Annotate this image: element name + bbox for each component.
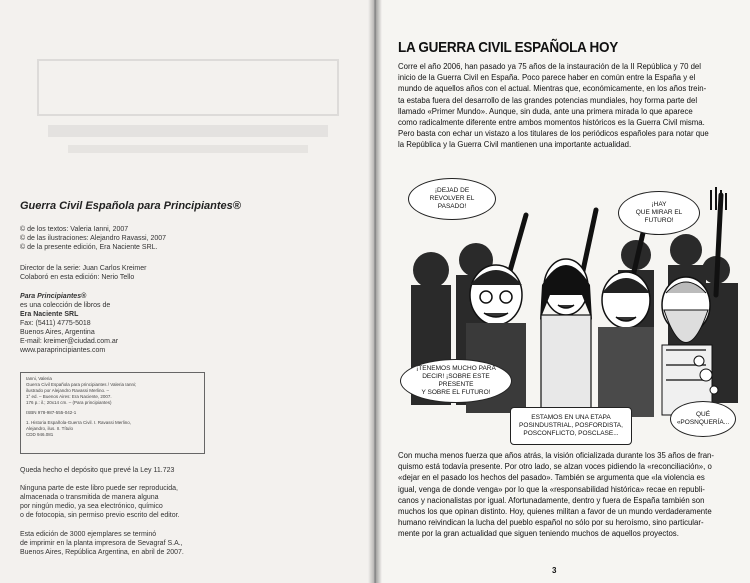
publisher-fax: Fax: (5411) 4775-5018 bbox=[20, 320, 91, 327]
rights-line: o de fotocopia, sin permiso previo escrito del editor. bbox=[20, 512, 180, 519]
rights-line: por ningún medio, ya sea electrónico, químico bbox=[20, 503, 163, 510]
text-line: mente por la gran actualidad que siguen teniendo muchos de aquellos proyectos. bbox=[398, 529, 679, 539]
second-paragraph bbox=[398, 450, 728, 540]
text-line: la República y la Guerra Civil mantienen una importante actualidad. bbox=[398, 140, 632, 150]
cip-line: Ianni, Valeria bbox=[26, 376, 52, 381]
publisher-line: es una colección de libros de bbox=[20, 302, 111, 309]
crowd-cartoon bbox=[386, 175, 738, 447]
text-line: Con mucha menos fuerza que años atrás, la visión oficializada durante los 35 años de fran- bbox=[398, 451, 714, 460]
bubble-text: ¡HAY bbox=[651, 201, 667, 208]
cip-line: 1° ed. – Buenos Aires: Era Naciente, 2007. bbox=[26, 394, 112, 399]
bubble-text: DECIR! ¡SOBRE ESTE PRESENTE bbox=[422, 373, 490, 388]
bubble-text: POSINDUSTRIAL, POSFORDISTA, bbox=[519, 422, 623, 429]
bubble-text: ¡TENEMOS MUCHO PARA bbox=[416, 365, 496, 372]
text-line: igual, venga de donde venga» por lo que la «responsabilidad histórica» recae en republi- bbox=[398, 484, 705, 494]
staff-line: Director de la serie: Juan Carlos Kreimer bbox=[20, 265, 147, 272]
legal-deposit: Queda hecho el depósito que prevé la Ley 11.723 bbox=[20, 467, 175, 474]
intro-paragraph bbox=[398, 61, 728, 151]
cip-line: Alejandro, ilus. II. Título bbox=[26, 426, 73, 431]
book-gutter bbox=[368, 0, 382, 583]
publisher-name: Era Naciente SRL bbox=[20, 311, 79, 318]
bubble-text: POSCONFLICTO, POSCLASE... bbox=[523, 430, 619, 437]
publisher-city: Buenos Aires, Argentina bbox=[20, 329, 95, 336]
text-line: llamado «Primer Mundo». Aunque, sin duda, ante una primera mirada lo que aparece bbox=[398, 106, 693, 116]
printing-block bbox=[20, 530, 184, 557]
text-line: quismo está todavía presente. Por otro lado, se alzan voces pidiendo la «reconciliación», o bbox=[398, 462, 712, 472]
text-line: canos y nacionalistas por igual. Afortunadamente, dentro y fuera de España también son bbox=[398, 495, 705, 505]
publisher-block bbox=[20, 292, 118, 355]
show-through-ghost bbox=[18, 55, 348, 165]
bubble-text: REVOLVER EL bbox=[429, 195, 475, 202]
text-line: ta estaba fuera del desarrollo de las grandes potencias mundiales, hoy forma parte del bbox=[398, 95, 698, 105]
publisher-email: E-mail: kreimer@ciudad.com.ar bbox=[20, 338, 119, 345]
text-line: muchos los que opinan distinto. Hoy, quienes militan a favor de un mundo verdaderamente bbox=[398, 507, 712, 517]
bubble-text: Y SOBRE EL FUTURO! bbox=[421, 389, 491, 396]
cip-line: 176 p.: il.; 20x14 cm. – (Para principiantes) bbox=[26, 400, 112, 405]
bubble-text: ESTAMOS EN UNA ETAPA bbox=[531, 414, 611, 421]
bubble-text: PASADO! bbox=[437, 203, 467, 210]
speech-bubble-present bbox=[400, 359, 512, 403]
text-line: como radicalmente diferente entre ambos momentos históricos es la Guerra Civil misma. bbox=[398, 118, 705, 128]
text-line: inicio de la Guerra Civil en España. Poco parece haber en común entre la España y el bbox=[398, 73, 696, 83]
left-page bbox=[0, 0, 374, 583]
publisher-web: www.paraprincipiantes.com bbox=[20, 347, 106, 354]
credit-line: © de las ilustraciones: Alejandro Ravassi, 2007 bbox=[20, 235, 167, 242]
series-name: Para Principiantes® bbox=[20, 293, 87, 300]
speech-bubble-posnqueria bbox=[670, 401, 736, 437]
rights-line: almacenada o transmitida de manera alguna bbox=[20, 494, 159, 501]
rights-line: Ninguna parte de este libro puede ser reproducida, bbox=[20, 485, 178, 492]
staff-block bbox=[20, 264, 146, 282]
rights-block bbox=[20, 484, 180, 520]
cip-line: 1. Historia Española-Guerra Civil. I. Ravassi Merlino, bbox=[26, 420, 132, 425]
bubble-text: FUTURO! bbox=[644, 217, 674, 224]
printing-line: de imprimir en la planta impresora de Sevagraf S.A., bbox=[20, 540, 183, 547]
cip-isbn: ISBN 978-987-555-042-1 bbox=[26, 410, 77, 415]
book-title: Guerra Civil Española para Principiantes® bbox=[20, 200, 241, 212]
staff-line: Colaboró en esta edición: Nerio Tello bbox=[20, 274, 135, 281]
speech-bubble-postindustrial bbox=[510, 407, 632, 445]
text-line: Corre el año 2006, han pasado ya 75 años de la instauración de la II República y 70 del bbox=[398, 62, 701, 71]
printing-line: Buenos Aires, República Argentina, en abril de 2007. bbox=[20, 549, 184, 556]
cip-line: ilustrado por Alejandro Ravassi Merlino. – bbox=[26, 388, 110, 393]
chapter-title: LA GUERRA CIVIL ESPAÑOLA HOY bbox=[398, 39, 618, 56]
bubble-text: ¡DEJAD DE bbox=[434, 187, 470, 194]
printing-line: Esta edición de 3000 ejemplares se terminó bbox=[20, 531, 157, 538]
text-line: Pero basta con echar un vistazo a los titulares de los periódicos españoles para notar que bbox=[398, 129, 709, 139]
credit-line: © de los textos: Valeria Ianni, 2007 bbox=[20, 226, 129, 233]
speech-bubble-past bbox=[408, 178, 496, 220]
credit-line: © de la presente edición, Era Naciente SRL. bbox=[20, 244, 158, 251]
show-through-graphic bbox=[18, 55, 348, 165]
page-number: 3 bbox=[552, 566, 557, 575]
bubble-text: QUE MIRAR EL bbox=[635, 209, 683, 216]
credits-block bbox=[20, 225, 166, 252]
bubble-text: «POSNQUERÍA... bbox=[676, 419, 730, 426]
text-line: humano reivindican la lucha del pueblo español no sólo por su heroísmo, sino particular- bbox=[398, 518, 704, 528]
bubble-text: QUÉ bbox=[695, 411, 711, 418]
cataloging-box bbox=[20, 372, 205, 454]
speech-bubble-future bbox=[618, 191, 700, 235]
text-line: mundo de aquellos años con el actual. Mientras que, económicamente, en los años trein- bbox=[398, 84, 707, 94]
right-page bbox=[376, 0, 750, 583]
cip-line: Guerra Civil Española para principiantes / Valeria Ianni; bbox=[26, 382, 137, 387]
text-line: «dejar en el pasado los hechos del pasado». También se argumenta que «la violencia es bbox=[398, 473, 705, 483]
cip-line: CDD 946.081 bbox=[26, 432, 54, 437]
